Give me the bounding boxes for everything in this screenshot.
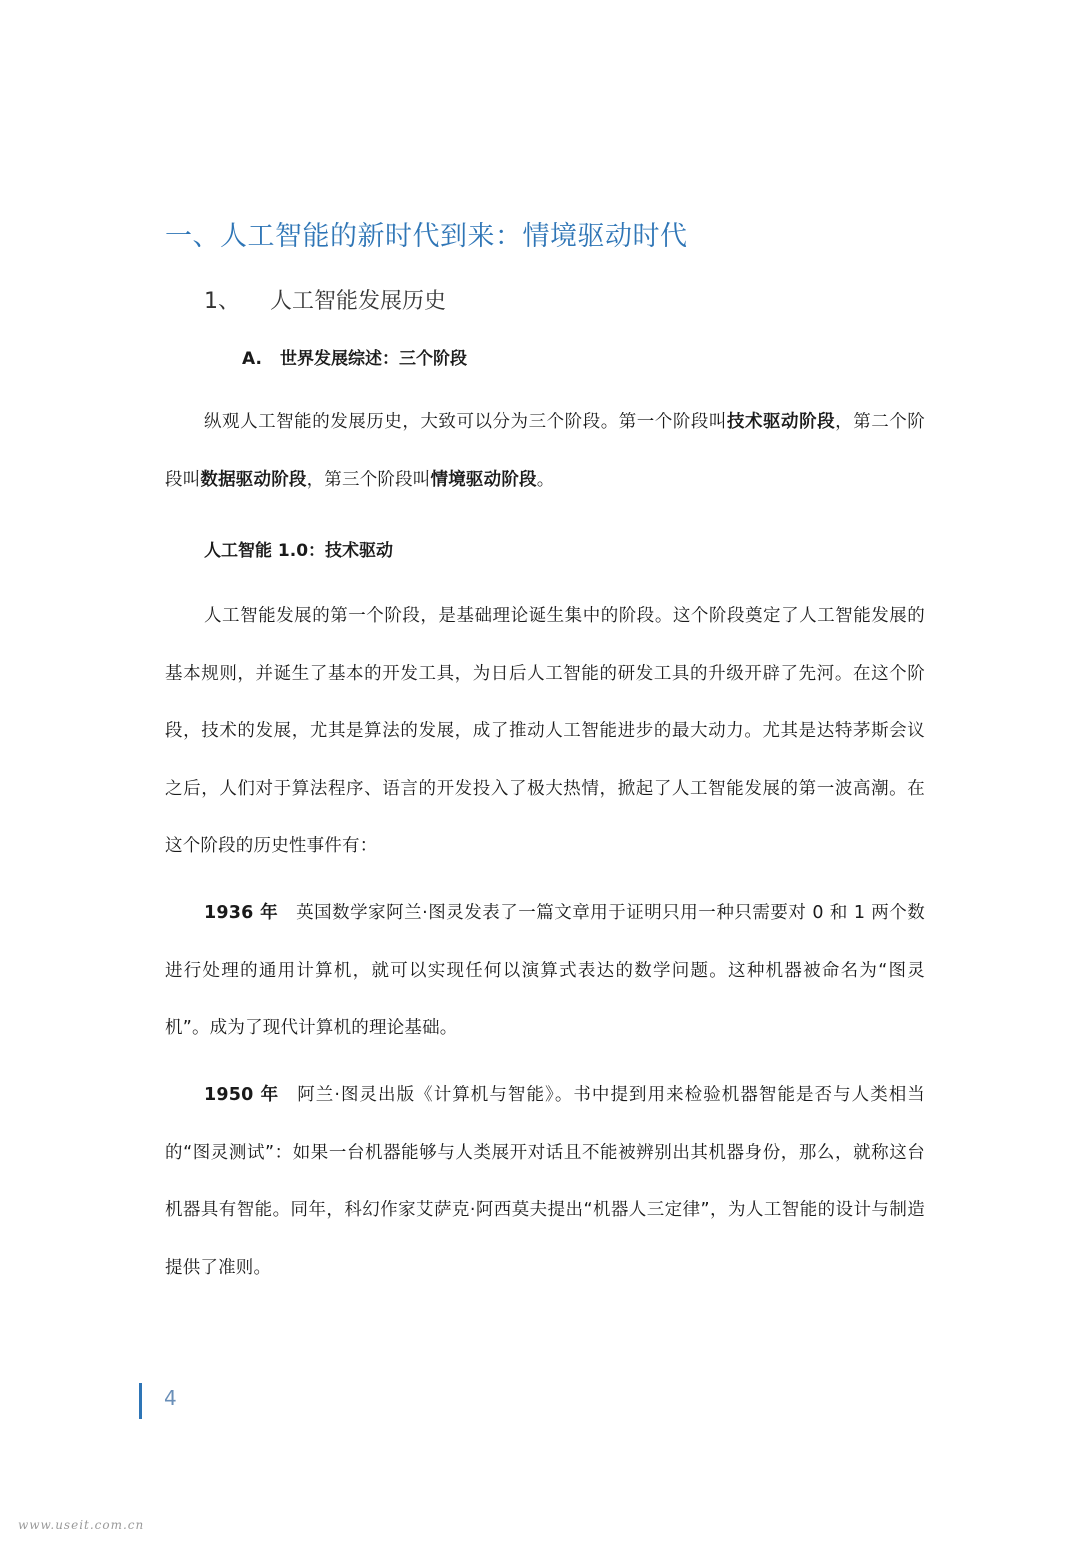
event-1950-text: 阿兰·图灵出版《计算机与智能》。书中提到用来检验机器智能是否与人类相当的“图灵测试”：如果一台机器能够与人类展开对话且不能被辨别出其机器身份，那么，就称这台机器具有智能。同年，科幻作家艾萨克·阿西莫夫提出“机器人三定律”，为人工智能的设计与制造提供了准则。 [165,1085,926,1278]
sub-subsection-number: A. [242,349,262,369]
event-1950-paragraph [165,1067,925,1297]
section-heading: 一、人工智能的新时代到来：情境驱动时代 [165,221,688,252]
intro-text-1: 纵观人工智能的发展历史，大致可以分为三个阶段。第一个阶段叫 [204,412,727,432]
stage-subheading: 人工智能 1.0：技术驱动 [204,541,394,561]
subsection-number: 1、 [204,289,240,314]
intro-paragraph [165,394,925,509]
subsection-title: 人工智能发展历史 [270,289,447,314]
subsection-heading [204,284,446,315]
intro-bold-3: 情境驱动阶段 [430,469,537,490]
intro-text-4: 。 [536,469,555,490]
intro-bold-2: 数据驱动阶段 [200,469,307,490]
footer-accent-bar [139,1383,142,1419]
intro-bold-1: 技术驱动阶段 [726,412,836,432]
event-1936-year: 1936 年 [204,903,279,923]
watermark: www.useit.com.cn [18,1518,145,1532]
intro-text-3: ，第三个阶段叫 [306,469,431,490]
page-number: 4 [164,1386,177,1410]
sub-subsection-heading [242,344,467,369]
event-1936-text: 英国数学家阿兰·图灵发表了一篇文章用于证明只用一种只需要对 0 和 1 两个数进行处理的通用计算机，就可以实现任何以演算式表达的数学问题。这种机器被命名为“图灵机”。成为了现代计算机的理论基础。 [165,903,926,1038]
event-1936-paragraph [165,885,925,1058]
event-1950-year: 1950 年 [204,1085,280,1105]
sub-subsection-title: 世界发展综述：三个阶段 [280,349,467,369]
stage1-paragraph: 人工智能发展的第一个阶段，是基础理论诞生集中的阶段。这个阶段奠定了人工智能发展的基本规则，并诞生了基本的开发工具，为日后人工智能的研发工具的升级开辟了先河。在这个阶段，技术的发展，尤其是算法的发展，成了推动人工智能进步的最大动力。尤其是达特茅斯会议之后，人们对于算法程序、语言的开发投入了极大热情，掀起了人工智能发展的第一波高潮。在这个阶段的历史性事件有： [165,606,925,856]
intro-text-2: ，第二个阶段叫 [165,412,925,490]
